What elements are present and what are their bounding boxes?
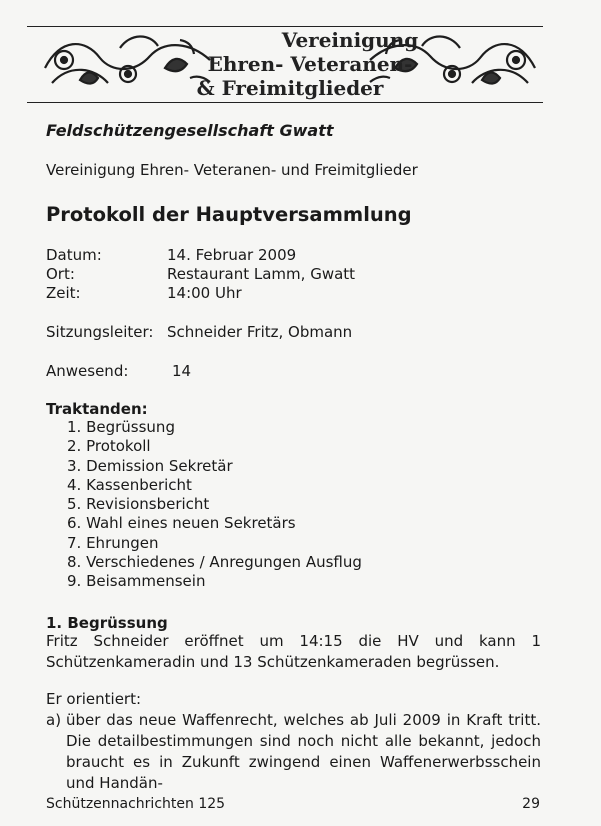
date-row (46, 246, 296, 265)
chair-value: Schneider Fritz, Obmann (167, 323, 353, 341)
agenda-item: 7. Ehrungen (67, 533, 159, 552)
agenda-item: 3. Demission Sekretär (67, 456, 233, 475)
time-value: 14:00 Uhr (167, 284, 242, 302)
agenda-item: 4. Kassenbericht (67, 475, 192, 494)
agenda-item: 9. Beisammensein (67, 572, 206, 591)
header-rule-bottom (27, 102, 543, 103)
point-a-label: a) (46, 711, 62, 729)
present-row (46, 362, 191, 381)
chair-row (46, 323, 352, 342)
banner-line-1: Vereinigung (281, 28, 419, 52)
agenda-list (67, 418, 362, 592)
banner-line-2: Ehren- Veteranen- (207, 52, 413, 76)
chair-label: Sitzungsleiter: (46, 323, 154, 341)
present-value: 14 (172, 362, 192, 380)
agenda-item: 2. Protokoll (67, 437, 151, 456)
point-a-text: über das neue Waffenrecht, welches ab Juli 2009 in Kraft tritt. Die detailbestimmungen sind noch nicht alle bekannt, jedoch braucht es in Zukunft zwingend einen Waffenerwerbsschein und Handän- (66, 711, 541, 792)
time-row (46, 284, 242, 303)
footer-page-number: 29 (522, 796, 540, 812)
point-a (46, 710, 541, 794)
agenda-item: 6. Wahl eines neuen Sekretärs (67, 514, 296, 533)
orientation-intro: Er orientiert: (46, 690, 142, 708)
document-title: Protokoll der Hauptversammlung (46, 203, 412, 226)
agenda-item: 5. Revisionsbericht (67, 495, 210, 514)
agenda-heading: Traktanden: (46, 400, 148, 418)
time-label: Zeit: (46, 284, 81, 302)
footer-publication: Schützennachrichten 125 (46, 796, 226, 812)
location-value: Restaurant Lamm, Gwatt (167, 265, 356, 283)
location-row (46, 265, 355, 284)
agenda-item: 8. Verschiedenes / Anregungen Ausflug (67, 553, 362, 572)
present-label: Anwesend: (46, 362, 129, 380)
banner-title (40, 28, 540, 100)
society-name: Feldschützengesellschaft Gwatt (46, 121, 334, 140)
banner (40, 26, 540, 102)
section-1-heading: 1. Begrüssung (46, 614, 168, 632)
subtitle: Vereinigung Ehren- Veteranen- und Freimitglieder (46, 161, 418, 179)
agenda-item: 1. Begrüssung (67, 418, 175, 436)
date-label: Datum: (46, 246, 102, 264)
banner-line-3: & Freimitglieder (196, 76, 384, 100)
location-label: Ort: (46, 265, 75, 283)
section-1-text: Fritz Schneider eröffnet um 14:15 die HV und kann 1 Schützenkameradin und 13 Schützenkameraden begrüssen. (46, 632, 541, 671)
date-value: 14. Februar 2009 (167, 246, 297, 264)
